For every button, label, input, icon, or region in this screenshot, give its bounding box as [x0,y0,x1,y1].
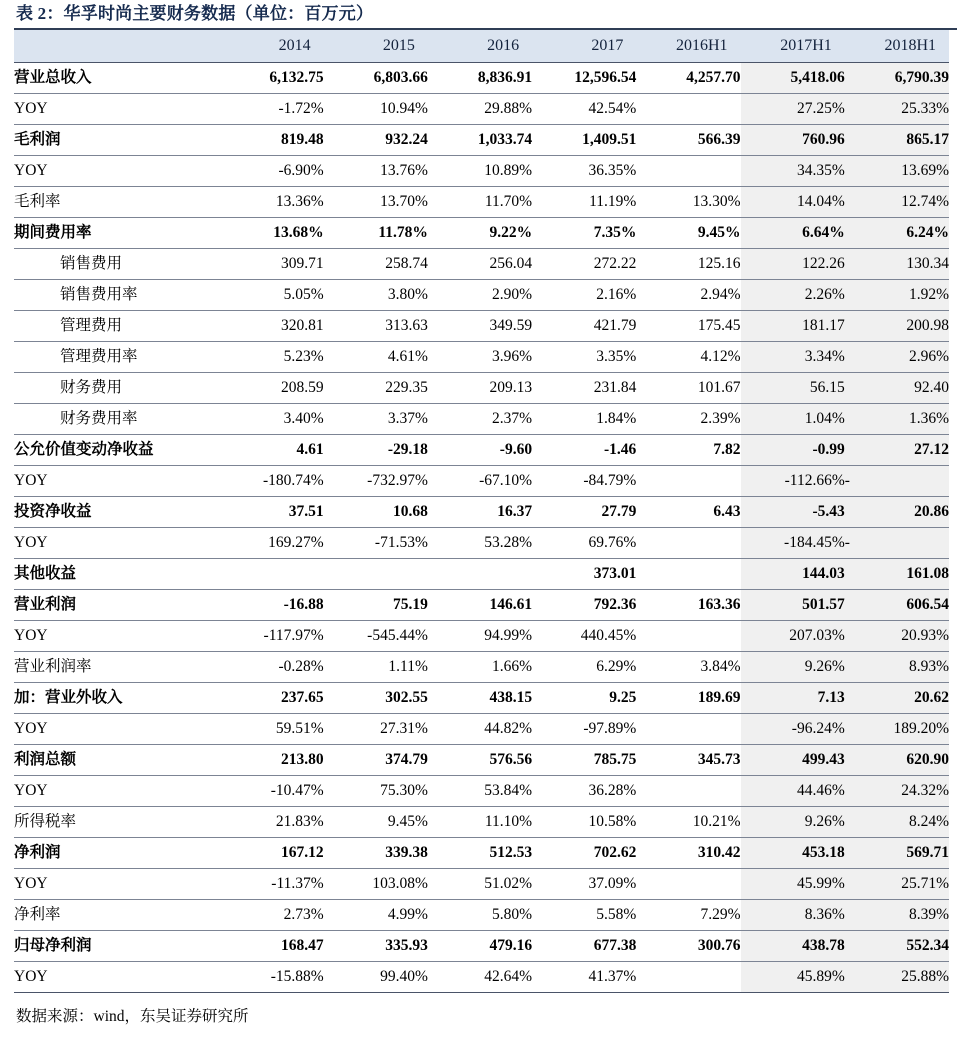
cell-y2016: 53.28% [428,527,532,558]
table-row [14,465,949,496]
table-row [14,837,949,868]
cell-y2016: 1.66% [428,651,532,682]
cell-h2017: 34.35% [741,155,845,186]
cell-y2017: -97.89% [532,713,636,744]
cell-h2018: 25.33% [845,93,949,124]
row-label: 净利润 [14,837,219,868]
cell-y2015: 11.78% [324,217,428,248]
cell-y2015 [324,558,428,589]
financial-data-table [14,30,949,993]
cell-h2016: 345.73 [636,744,740,775]
row-label: 期间费用率 [14,217,219,248]
cell-y2017: 9.25 [532,682,636,713]
cell-y2014: 168.47 [219,930,323,961]
cell-h2016 [636,558,740,589]
cell-y2015: 9.45% [324,806,428,837]
cell-y2015: 313.63 [324,310,428,341]
cell-y2015: 27.31% [324,713,428,744]
cell-h2017: 27.25% [741,93,845,124]
cell-y2015: 302.55 [324,682,428,713]
cell-y2017: 2.16% [532,279,636,310]
cell-y2014: 5.05% [219,279,323,310]
cell-h2018: 20.62 [845,682,949,713]
cell-y2015: 4.61% [324,341,428,372]
cell-y2016 [428,558,532,589]
table-row [14,310,949,341]
cell-y2017: 1,409.51 [532,124,636,155]
cell-h2018: 20.93% [845,620,949,651]
cell-y2017: 7.35% [532,217,636,248]
cell-y2016: 11.70% [428,186,532,217]
cell-h2018: 25.71% [845,868,949,899]
cell-h2016 [636,620,740,651]
cell-y2015: 229.35 [324,372,428,403]
cell-h2018: 2.96% [845,341,949,372]
cell-y2014 [219,558,323,589]
cell-y2017: 231.84 [532,372,636,403]
table-row [14,341,949,372]
cell-y2015: 4.99% [324,899,428,930]
cell-y2016: 576.56 [428,744,532,775]
cell-y2016: 94.99% [428,620,532,651]
cell-h2017: 181.17 [741,310,845,341]
table-row [14,651,949,682]
table-row [14,527,949,558]
cell-y2016: 29.88% [428,93,532,124]
cell-h2016: 2.94% [636,279,740,310]
row-label: YOY [14,527,219,558]
cell-y2014: -15.88% [219,961,323,992]
cell-h2016: 4,257.70 [636,62,740,93]
cell-h2018: 6.24% [845,217,949,248]
cell-h2016 [636,961,740,992]
cell-y2015: 103.08% [324,868,428,899]
table-row [14,806,949,837]
cell-y2015: 335.93 [324,930,428,961]
table-row [14,713,949,744]
table-row [14,279,949,310]
table-row [14,124,949,155]
cell-y2015: -29.18 [324,434,428,465]
column-header-y2017: 2017 [532,30,636,62]
cell-h2016: 300.76 [636,930,740,961]
cell-y2015: 99.40% [324,961,428,992]
cell-y2014: 6,132.75 [219,62,323,93]
row-label: 财务费用率 [14,403,219,434]
cell-y2016: 3.96% [428,341,532,372]
cell-y2014: 59.51% [219,713,323,744]
cell-y2016: 16.37 [428,496,532,527]
cell-y2017: 440.45% [532,620,636,651]
cell-y2015: 75.19 [324,589,428,620]
table-row [14,868,949,899]
table-row [14,155,949,186]
cell-y2014: 213.80 [219,744,323,775]
cell-y2014: 2.73% [219,899,323,930]
table-row [14,434,949,465]
cell-y2017: 3.35% [532,341,636,372]
cell-h2016: 163.36 [636,589,740,620]
cell-h2017: -96.24% [741,713,845,744]
cell-y2014: 21.83% [219,806,323,837]
row-label: YOY [14,620,219,651]
cell-h2018: 865.17 [845,124,949,155]
cell-y2015: 374.79 [324,744,428,775]
cell-y2014: -10.47% [219,775,323,806]
cell-y2016: 479.16 [428,930,532,961]
cell-y2014: 167.12 [219,837,323,868]
cell-y2017: 12,596.54 [532,62,636,93]
cell-y2014: -11.37% [219,868,323,899]
table-row [14,217,949,248]
cell-y2017: 785.75 [532,744,636,775]
cell-h2018: 25.88% [845,961,949,992]
cell-y2016: -67.10% [428,465,532,496]
cell-h2017: 760.96 [741,124,845,155]
table-row [14,186,949,217]
cell-h2018: 1.92% [845,279,949,310]
cell-h2016 [636,868,740,899]
table-row [14,248,949,279]
cell-h2018: 8.24% [845,806,949,837]
cell-y2017: 272.22 [532,248,636,279]
cell-h2016: 3.84% [636,651,740,682]
cell-y2016: 5.80% [428,899,532,930]
cell-h2016: 566.39 [636,124,740,155]
cell-h2016: 189.69 [636,682,740,713]
cell-y2016: 146.61 [428,589,532,620]
cell-y2016: 42.64% [428,961,532,992]
cell-y2016: 8,836.91 [428,62,532,93]
table-row [14,589,949,620]
column-header-h2016: 2016H1 [636,30,740,62]
cell-h2017: 207.03% [741,620,845,651]
cell-h2018: 12.74% [845,186,949,217]
row-label: YOY [14,93,219,124]
cell-h2017: 9.26% [741,806,845,837]
row-label: 利润总额 [14,744,219,775]
cell-y2016: 349.59 [428,310,532,341]
table-row [14,372,949,403]
cell-h2017: 9.26% [741,651,845,682]
cell-y2015: 932.24 [324,124,428,155]
row-label: 营业总收入 [14,62,219,93]
cell-h2016: 6.43 [636,496,740,527]
row-label: 其他收益 [14,558,219,589]
table-row [14,899,949,930]
row-label: 投资净收益 [14,496,219,527]
cell-h2017: 501.57 [741,589,845,620]
cell-h2016 [636,527,740,558]
cell-h2017: 144.03 [741,558,845,589]
cell-h2018: 8.39% [845,899,949,930]
cell-h2018: 8.93% [845,651,949,682]
cell-h2016: 7.29% [636,899,740,930]
cell-y2017: 36.28% [532,775,636,806]
cell-h2017: 45.89% [741,961,845,992]
cell-y2016: 44.82% [428,713,532,744]
cell-y2017: 677.38 [532,930,636,961]
cell-h2017: -112.66% [741,465,845,496]
column-header-h2017: 2017H1 [741,30,845,62]
cell-y2015: 6,803.66 [324,62,428,93]
cell-h2016 [636,155,740,186]
cell-y2014: 13.68% [219,217,323,248]
cell-y2017: 36.35% [532,155,636,186]
table-body [14,62,949,992]
cell-h2016: 310.42 [636,837,740,868]
cell-y2015: 10.94% [324,93,428,124]
cell-y2016: 2.90% [428,279,532,310]
row-label: YOY [14,775,219,806]
cell-h2017: 7.13 [741,682,845,713]
cell-y2017: 6.29% [532,651,636,682]
cell-h2017: 5,418.06 [741,62,845,93]
row-label: 公允价值变动净收益 [14,434,219,465]
cell-y2017: 37.09% [532,868,636,899]
cell-y2017: -84.79% [532,465,636,496]
cell-h2017: 44.46% [741,775,845,806]
cell-y2017: 41.37% [532,961,636,992]
cell-h2018: 13.69% [845,155,949,186]
cell-y2014: 237.65 [219,682,323,713]
table-row [14,620,949,651]
row-label: 管理费用率 [14,341,219,372]
cell-y2017: 792.36 [532,589,636,620]
cell-h2018: 569.71 [845,837,949,868]
row-label: 加：营业外收入 [14,682,219,713]
column-header-y2016: 2016 [428,30,532,62]
cell-y2016: 438.15 [428,682,532,713]
cell-h2016: 7.82 [636,434,740,465]
column-header-y2014: 2014 [219,30,323,62]
table-row [14,961,949,992]
cell-y2016: 53.84% [428,775,532,806]
table-row [14,775,949,806]
cell-h2016: 2.39% [636,403,740,434]
cell-h2017: 8.36% [741,899,845,930]
row-label: 营业利润率 [14,651,219,682]
cell-y2015: 10.68 [324,496,428,527]
row-label: 归母净利润 [14,930,219,961]
table-row [14,93,949,124]
cell-h2018: - [845,465,949,496]
cell-y2016: 11.10% [428,806,532,837]
table-row [14,62,949,93]
table-row [14,496,949,527]
cell-h2016: 175.45 [636,310,740,341]
cell-y2015: -545.44% [324,620,428,651]
cell-y2014: -16.88 [219,589,323,620]
cell-h2018: - [845,527,949,558]
cell-y2017: 27.79 [532,496,636,527]
table-header [14,30,949,62]
cell-y2015: 3.80% [324,279,428,310]
cell-y2014: 819.48 [219,124,323,155]
row-label: 毛利率 [14,186,219,217]
cell-h2018: 620.90 [845,744,949,775]
row-label: 财务费用 [14,372,219,403]
cell-h2017: 499.43 [741,744,845,775]
row-label: YOY [14,155,219,186]
table-row [14,744,949,775]
cell-y2015: 339.38 [324,837,428,868]
cell-h2017: 56.15 [741,372,845,403]
row-label: 所得税率 [14,806,219,837]
cell-y2014: 3.40% [219,403,323,434]
cell-h2018: 552.34 [845,930,949,961]
row-label: 营业利润 [14,589,219,620]
row-label: YOY [14,961,219,992]
cell-h2017: 6.64% [741,217,845,248]
table-title: 表 2：华孚时尚主要财务数据（单位：百万元） [16,4,374,23]
cell-y2014: 320.81 [219,310,323,341]
cell-h2016 [636,93,740,124]
cell-h2016 [636,775,740,806]
cell-y2017: 702.62 [532,837,636,868]
cell-h2018: 27.12 [845,434,949,465]
cell-y2016: 512.53 [428,837,532,868]
cell-y2017: 1.84% [532,403,636,434]
row-label: 管理费用 [14,310,219,341]
cell-y2016: 209.13 [428,372,532,403]
cell-y2015: 258.74 [324,248,428,279]
row-label: 毛利润 [14,124,219,155]
table-header-row [14,30,949,62]
cell-h2016: 10.21% [636,806,740,837]
cell-y2014: -0.28% [219,651,323,682]
cell-y2015: 3.37% [324,403,428,434]
cell-h2017: 2.26% [741,279,845,310]
cell-h2018: 130.34 [845,248,949,279]
cell-y2017: 42.54% [532,93,636,124]
cell-y2015: 75.30% [324,775,428,806]
source-note: 数据来源：wind，东吴证券研究所 [16,1007,249,1025]
cell-h2016: 9.45% [636,217,740,248]
cell-h2018: 20.86 [845,496,949,527]
cell-h2017: -5.43 [741,496,845,527]
table-row [14,403,949,434]
cell-y2015: -71.53% [324,527,428,558]
row-label: 销售费用率 [14,279,219,310]
cell-y2014: 169.27% [219,527,323,558]
cell-y2015: -732.97% [324,465,428,496]
cell-h2016: 101.67 [636,372,740,403]
cell-h2016: 125.16 [636,248,740,279]
cell-y2015: 13.70% [324,186,428,217]
cell-h2017: 1.04% [741,403,845,434]
cell-y2016: 9.22% [428,217,532,248]
cell-y2017: -1.46 [532,434,636,465]
cell-h2017: 438.78 [741,930,845,961]
cell-y2014: -117.97% [219,620,323,651]
cell-y2014: 13.36% [219,186,323,217]
cell-y2016: 1,033.74 [428,124,532,155]
row-label: 销售费用 [14,248,219,279]
cell-y2014: 309.71 [219,248,323,279]
cell-y2017: 373.01 [532,558,636,589]
cell-h2018: 200.98 [845,310,949,341]
cell-h2016: 13.30% [636,186,740,217]
cell-y2017: 11.19% [532,186,636,217]
cell-y2014: 5.23% [219,341,323,372]
cell-y2016: 51.02% [428,868,532,899]
cell-h2017: 3.34% [741,341,845,372]
cell-y2016: 256.04 [428,248,532,279]
cell-y2014: -1.72% [219,93,323,124]
cell-h2018: 161.08 [845,558,949,589]
cell-y2014: 208.59 [219,372,323,403]
cell-y2016: 2.37% [428,403,532,434]
row-label: YOY [14,465,219,496]
cell-y2017: 69.76% [532,527,636,558]
cell-y2016: -9.60 [428,434,532,465]
cell-y2014: -6.90% [219,155,323,186]
cell-y2015: 1.11% [324,651,428,682]
cell-y2014: -180.74% [219,465,323,496]
cell-h2017: 45.99% [741,868,845,899]
cell-y2017: 421.79 [532,310,636,341]
cell-y2017: 10.58% [532,806,636,837]
cell-y2017: 5.58% [532,899,636,930]
cell-y2015: 13.76% [324,155,428,186]
cell-h2016: 4.12% [636,341,740,372]
row-label: 净利率 [14,899,219,930]
cell-h2018: 92.40 [845,372,949,403]
cell-h2018: 1.36% [845,403,949,434]
cell-h2017: 14.04% [741,186,845,217]
cell-h2017: 453.18 [741,837,845,868]
column-header-label [14,30,219,62]
cell-h2018: 189.20% [845,713,949,744]
cell-h2017: -0.99 [741,434,845,465]
cell-y2014: 4.61 [219,434,323,465]
table-row [14,682,949,713]
cell-h2018: 24.32% [845,775,949,806]
cell-h2017: -184.45% [741,527,845,558]
cell-h2018: 606.54 [845,589,949,620]
table-row [14,558,949,589]
cell-h2016 [636,713,740,744]
cell-y2016: 10.89% [428,155,532,186]
row-label: YOY [14,713,219,744]
row-label: YOY [14,868,219,899]
cell-y2014: 37.51 [219,496,323,527]
column-header-y2015: 2015 [324,30,428,62]
column-header-h2018: 2018H1 [845,30,949,62]
cell-h2016 [636,465,740,496]
table-row [14,930,949,961]
cell-h2017: 122.26 [741,248,845,279]
cell-h2018: 6,790.39 [845,62,949,93]
